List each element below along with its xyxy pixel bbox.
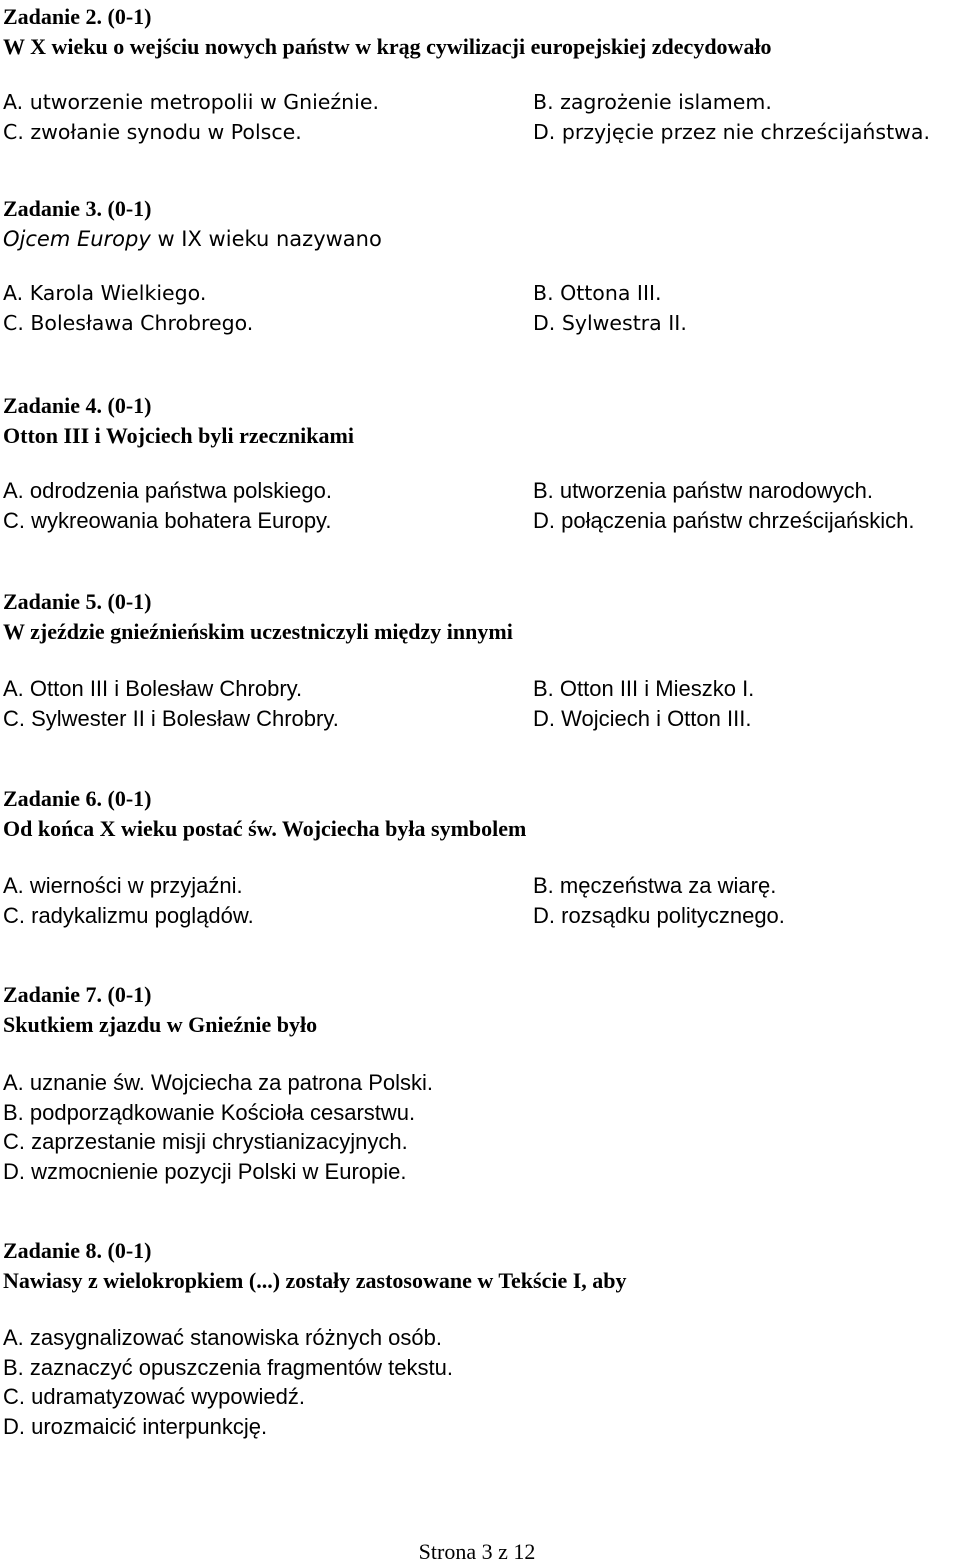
option-c[interactable]: C. zaprzestanie misji chrystianizacyjnych. <box>3 1129 408 1154</box>
stem-rest: w IX wieku nazywano <box>150 227 382 251</box>
option-c[interactable]: C. wykreowania bohatera Europy. <box>3 507 332 533</box>
question-6 <box>3 784 958 930</box>
option-b[interactable]: B. podporządkowanie Kościoła cesarstwu. <box>3 1099 416 1125</box>
option-c[interactable]: C. Sylwester II i Bolesław Chrobry. <box>3 705 339 731</box>
question-2 <box>3 2 958 147</box>
option-c[interactable]: C. Bolesława Chrobrego. <box>3 310 254 335</box>
answer-options <box>3 476 958 535</box>
option-b[interactable]: B. zaznaczyć opuszczenia fragmentów tekstu. <box>3 1354 453 1380</box>
question-stem: Od końca X wieku postać św. Wojciecha była symbolem <box>3 816 527 841</box>
page-number: Strona 3 z 12 <box>418 1539 536 1564</box>
question-title: Zadanie 6. (0-1) <box>3 786 152 811</box>
option-a[interactable]: A. zasygnalizować stanowiska różnych osób. <box>3 1325 442 1350</box>
question-stem: W zjeździe gnieźnieńskim uczestniczyli między innymi <box>3 619 513 644</box>
question-stem: Skutkiem zjazdu w Gnieźnie było <box>3 1012 318 1037</box>
question-title: Zadanie 7. (0-1) <box>3 982 152 1007</box>
option-c[interactable]: C. udramatyzować wypowiedź. <box>3 1384 306 1409</box>
question-stem: Otton III i Wojciech byli rzecznikami <box>3 423 354 448</box>
stem-italic-term: Ojcem Europy <box>3 227 151 251</box>
option-b[interactable]: B. Ottona III. <box>533 281 662 305</box>
option-a[interactable]: A. odrodzenia państwa polskiego. <box>3 478 332 503</box>
answer-options <box>3 279 958 338</box>
question-stem: W X wieku o wejściu nowych państw w krąg cywilizacji europejskiej zdecydowało <box>3 34 772 59</box>
answer-options <box>3 871 958 930</box>
option-b[interactable]: B. Otton III i Mieszko I. <box>533 676 755 701</box>
question-title: Zadanie 3. (0-1) <box>3 196 152 221</box>
question-stem <box>3 224 958 254</box>
option-b[interactable]: B. zagrożenie islamem. <box>533 90 772 114</box>
option-b[interactable]: B. utworzenia państw narodowych. <box>533 478 873 503</box>
question-3 <box>3 194 958 338</box>
option-d[interactable]: D. Sylwestra II. <box>533 310 687 335</box>
option-d[interactable]: D. urozmaicić interpunkcję. <box>3 1413 268 1439</box>
option-a[interactable]: A. wierności w przyjaźni. <box>3 873 243 898</box>
question-8 <box>3 1236 958 1441</box>
option-a[interactable]: A. Otton III i Bolesław Chrobry. <box>3 676 303 701</box>
answer-options <box>3 674 958 733</box>
answer-options <box>3 1068 958 1186</box>
option-a[interactable]: A. uznanie św. Wojciecha za patrona Polski. <box>3 1070 434 1095</box>
answer-options <box>3 1323 958 1441</box>
page-footer <box>0 1538 960 1566</box>
question-title: Zadanie 8. (0-1) <box>3 1238 152 1263</box>
question-4 <box>3 391 958 535</box>
option-d[interactable]: D. Wojciech i Otton III. <box>533 705 752 731</box>
question-stem: Nawiasy z wielokropkiem (...) zostały zastosowane w Tekście I, aby <box>3 1268 627 1293</box>
option-c[interactable]: C. zwołanie synodu w Polsce. <box>3 119 302 144</box>
option-d[interactable]: D. rozsądku politycznego. <box>533 902 785 928</box>
question-title: Zadanie 5. (0-1) <box>3 589 152 614</box>
option-a[interactable]: A. utworzenie metropolii w Gnieźnie. <box>3 90 379 114</box>
question-title: Zadanie 2. (0-1) <box>3 4 152 29</box>
answer-options <box>3 88 958 147</box>
question-title: Zadanie 4. (0-1) <box>3 393 152 418</box>
question-7 <box>3 980 958 1186</box>
option-d[interactable]: D. połączenia państw chrześcijańskich. <box>533 507 915 533</box>
option-d[interactable]: D. wzmocnienie pozycji Polski w Europie. <box>3 1158 407 1184</box>
option-a[interactable]: A. Karola Wielkiego. <box>3 281 207 305</box>
option-b[interactable]: B. męczeństwa za wiarę. <box>533 873 777 898</box>
question-5 <box>3 587 958 733</box>
option-d[interactable]: D. przyjęcie przez nie chrześcijaństwa. <box>533 119 930 144</box>
option-c[interactable]: C. radykalizmu poglądów. <box>3 902 254 928</box>
